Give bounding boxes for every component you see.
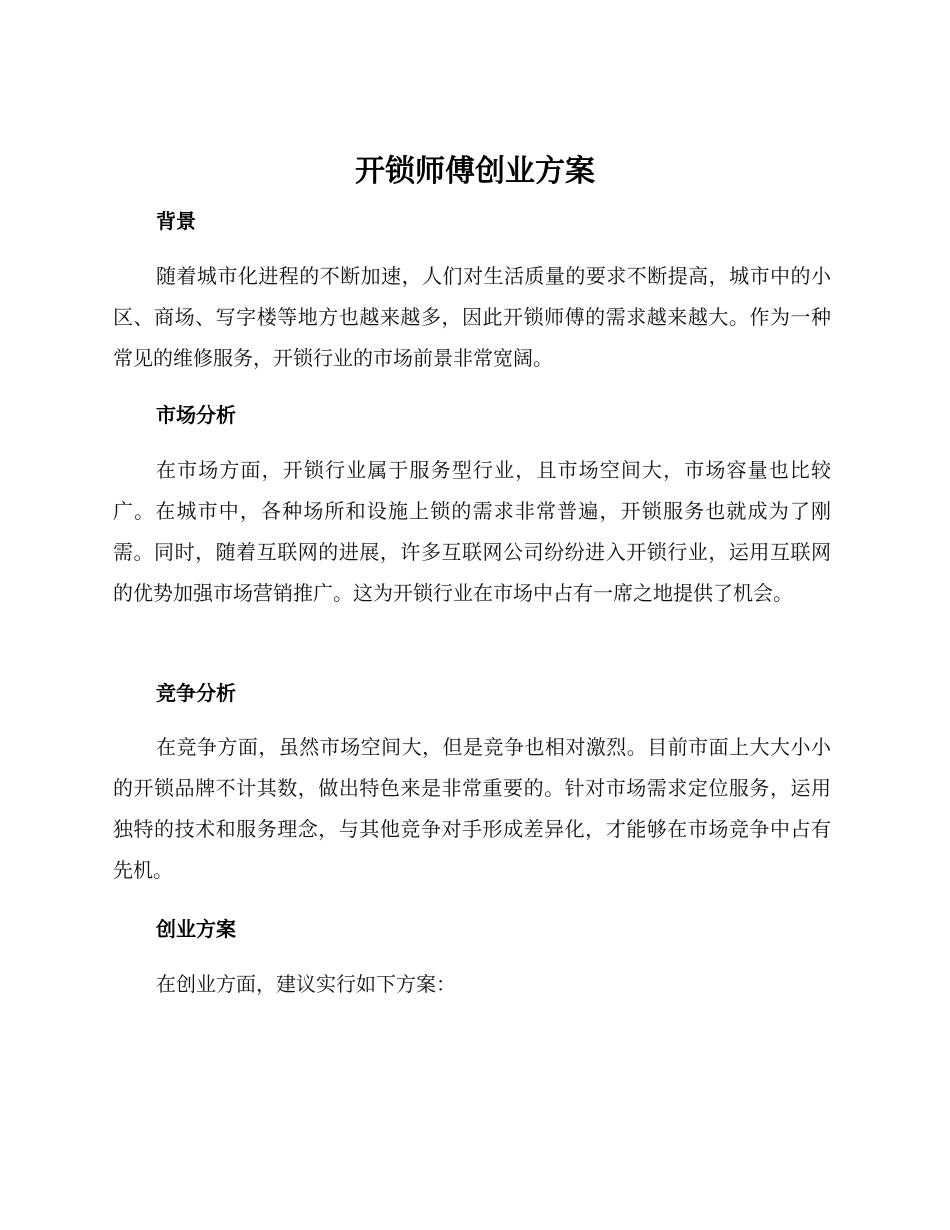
section-heading-background: 背景: [156, 209, 196, 233]
document-title: 开锁师傅创业方案: [355, 154, 595, 189]
section-paragraph-background: 随着城市化进程的不断加速，人们对生活质量的要求不断提高，城市中的小区、商场、写字楼等地方也越来越多，因此开锁师傅的需求越来越大。作为一种常见的维修服务，开锁行业的市场前景非常宽阔。: [113, 264, 831, 370]
section-paragraph-competition-analysis: 在竞争方面，虽然市场空间大，但是竞争也相对激烈。目前市面上大大小小的开锁品牌不计其数，做出特色来是非常重要的。针对市场需求定位服务，运用独特的技术和服务理念，与其他竞争对手形成差异化，才能够在市场竞争中占有先机。: [113, 735, 831, 882]
section-heading-business-plan: 创业方案: [156, 917, 236, 941]
section-heading-market-analysis: 市场分析: [156, 403, 236, 427]
section-paragraph-market-analysis: 在市场方面，开锁行业属于服务型行业，且市场空间大，市场容量也比较广。在城市中，各种场所和设施上锁的需求非常普遍，开锁服务也就成为了刚需。同时，随着互联网的进展，许多互联网公司纷纷进入开锁行业，运用互联网的优势加强市场营销推广。这为开锁行业在市场中占有一席之地提供了机会。: [113, 458, 831, 605]
section-paragraph-business-plan: 在创业方面，建议实行如下方案：: [156, 972, 456, 996]
section-heading-competition-analysis: 竞争分析: [156, 681, 236, 705]
